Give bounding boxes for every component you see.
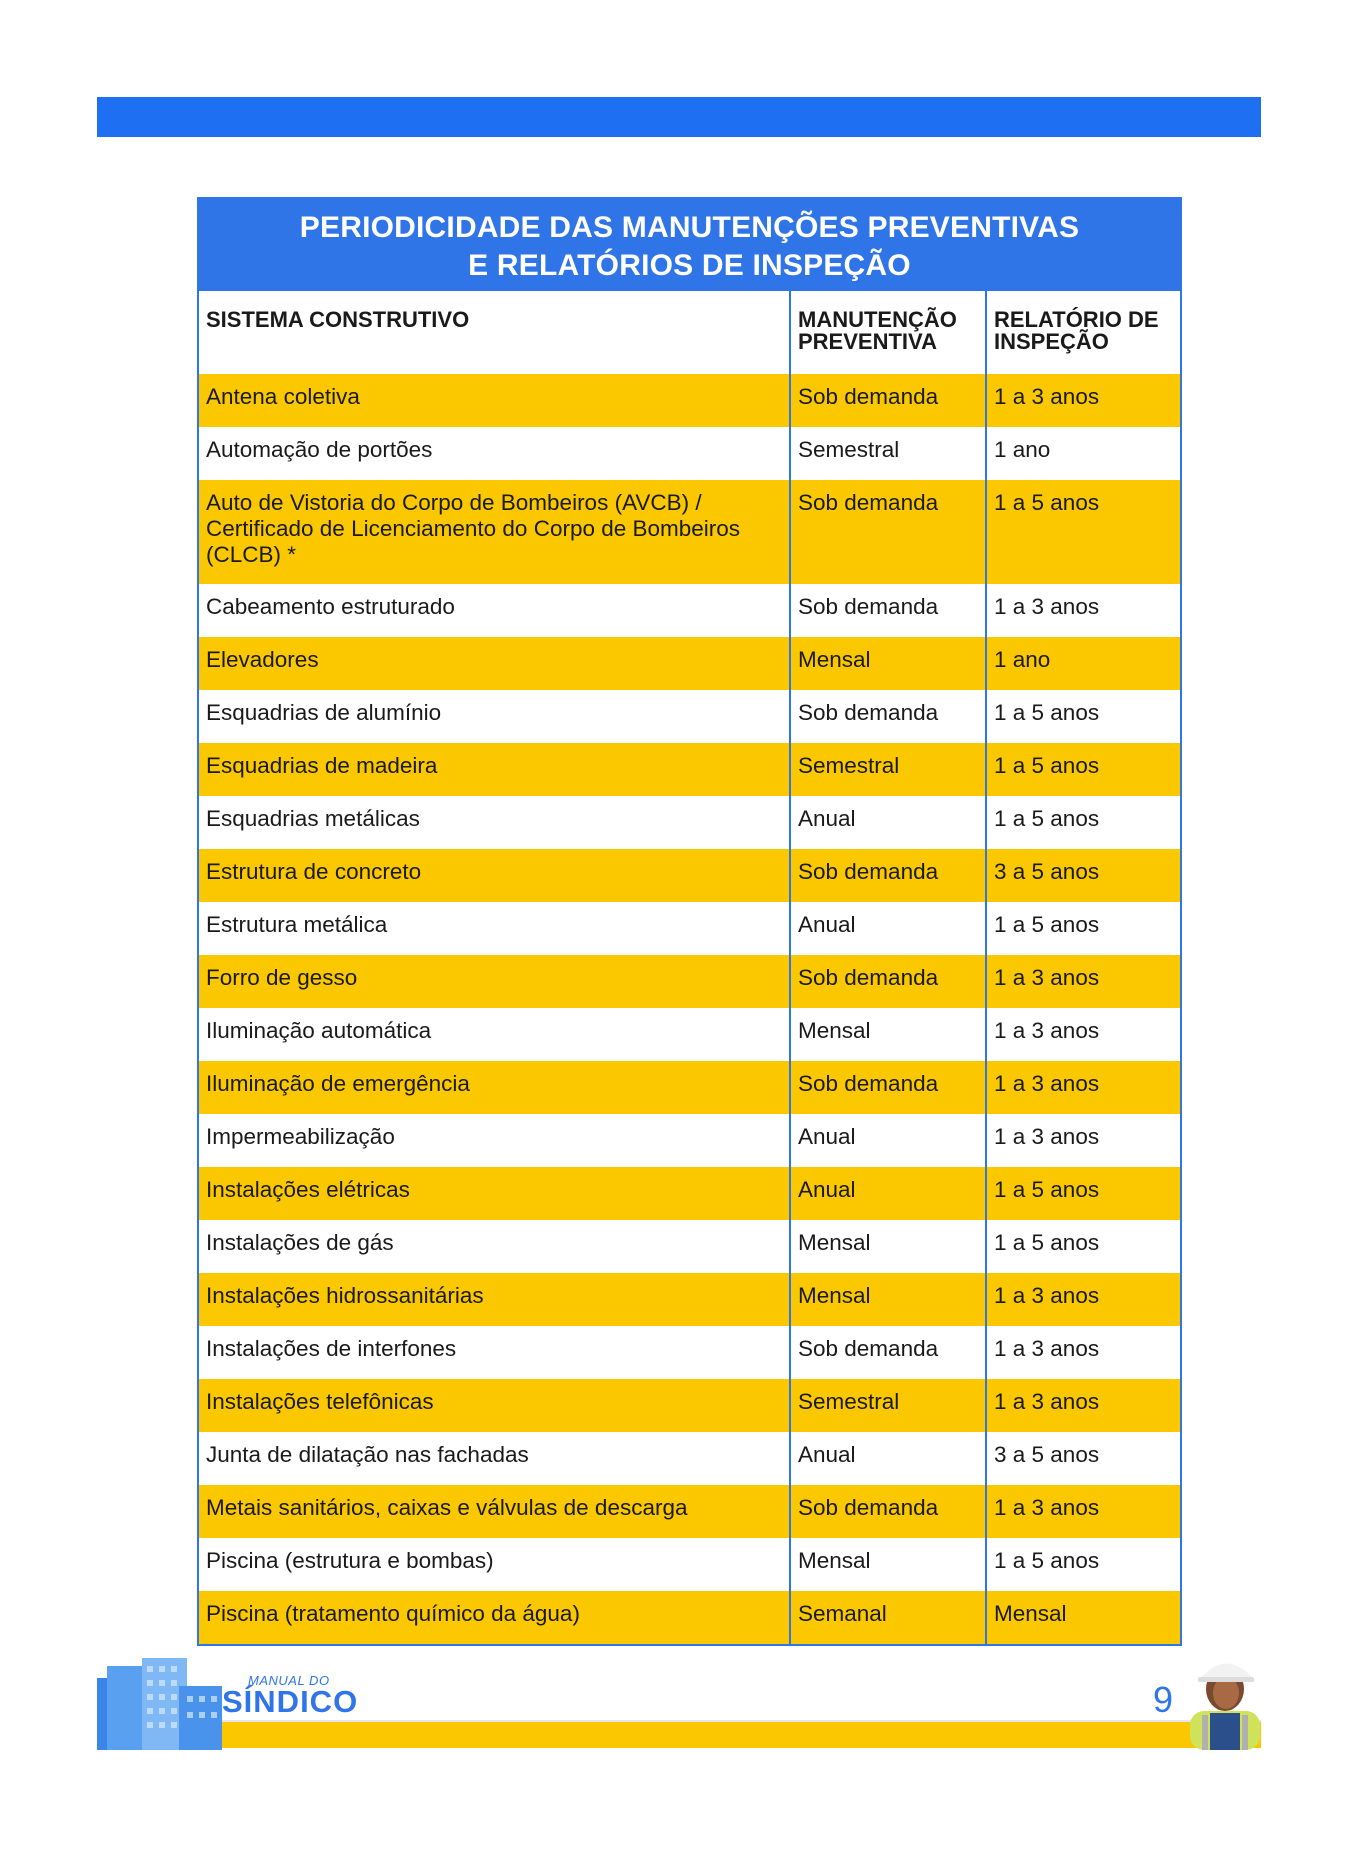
cell-relatorio: 1 a 3 anos <box>986 1008 1180 1061</box>
cell-sistema: Metais sanitários, caixas e válvulas de descarga <box>199 1485 790 1538</box>
cell-manutencao: Sob demanda <box>790 955 986 1008</box>
table-row <box>199 849 1180 902</box>
cell-manutencao: Mensal <box>790 637 986 690</box>
cell-relatorio: 1 a 5 anos <box>986 796 1180 849</box>
table-row <box>199 955 1180 1008</box>
table-row <box>199 902 1180 955</box>
cell-sistema: Instalações de gás <box>199 1220 790 1273</box>
header-manutencao: MANUTENÇÃO PREVENTIVA <box>790 291 986 374</box>
cell-sistema: Antena coletiva <box>199 374 790 427</box>
cell-manutencao: Sob demanda <box>790 480 986 584</box>
cell-sistema: Estrutura metálica <box>199 902 790 955</box>
table-row <box>199 1167 1180 1220</box>
table-row <box>199 1432 1180 1485</box>
cell-relatorio: 1 a 5 anos <box>986 1167 1180 1220</box>
cell-relatorio: Mensal <box>986 1591 1180 1644</box>
cell-relatorio: 1 a 5 anos <box>986 902 1180 955</box>
cell-sistema: Instalações hidrossanitárias <box>199 1273 790 1326</box>
table-grid <box>199 291 1180 1644</box>
footer-stripe <box>215 1722 1261 1748</box>
table-row <box>199 1220 1180 1273</box>
cell-manutencao: Sob demanda <box>790 1326 986 1379</box>
cell-manutencao: Sob demanda <box>790 374 986 427</box>
table-title-line-2: E RELATÓRIOS DE INSPEÇÃO <box>468 249 911 282</box>
table-row <box>199 1326 1180 1379</box>
cell-manutencao: Semestral <box>790 427 986 480</box>
table-row <box>199 374 1180 427</box>
table-row <box>199 1061 1180 1114</box>
building-illustration <box>97 1658 222 1750</box>
cell-manutencao: Semanal <box>790 1591 986 1644</box>
cell-sistema: Piscina (estrutura e bombas) <box>199 1538 790 1591</box>
cell-manutencao: Sob demanda <box>790 584 986 637</box>
table-title <box>199 199 1180 291</box>
table-row <box>199 1591 1180 1644</box>
cell-relatorio: 1 a 5 anos <box>986 480 1180 584</box>
cell-relatorio: 3 a 5 anos <box>986 849 1180 902</box>
cell-relatorio: 1 a 3 anos <box>986 1379 1180 1432</box>
logo-subtitle: MANUAL DO <box>248 1673 330 1688</box>
maintenance-table <box>197 197 1182 1646</box>
cell-manutencao: Semestral <box>790 743 986 796</box>
table-row <box>199 690 1180 743</box>
cell-manutencao: Anual <box>790 1114 986 1167</box>
cell-sistema: Instalações elétricas <box>199 1167 790 1220</box>
table-row <box>199 796 1180 849</box>
cell-manutencao: Sob demanda <box>790 690 986 743</box>
cell-relatorio: 1 a 3 anos <box>986 1061 1180 1114</box>
cell-manutencao: Semestral <box>790 1379 986 1432</box>
cell-sistema: Estrutura de concreto <box>199 849 790 902</box>
cell-relatorio: 3 a 5 anos <box>986 1432 1180 1485</box>
cell-sistema: Esquadrias de alumínio <box>199 690 790 743</box>
table-row <box>199 427 1180 480</box>
table-row <box>199 1114 1180 1167</box>
cell-relatorio: 1 ano <box>986 427 1180 480</box>
cell-manutencao: Mensal <box>790 1273 986 1326</box>
cell-relatorio: 1 a 3 anos <box>986 955 1180 1008</box>
cell-relatorio: 1 a 5 anos <box>986 690 1180 743</box>
header-bar <box>97 97 1261 137</box>
cell-sistema: Instalações de interfones <box>199 1326 790 1379</box>
cell-manutencao: Sob demanda <box>790 1061 986 1114</box>
header-sistema: SISTEMA CONSTRUTIVO <box>199 291 790 374</box>
cell-relatorio: 1 a 3 anos <box>986 1485 1180 1538</box>
cell-sistema: Iluminação de emergência <box>199 1061 790 1114</box>
cell-relatorio: 1 a 3 anos <box>986 1114 1180 1167</box>
cell-sistema: Auto de Vistoria do Corpo de Bombeiros (AVCB) / Certificado de Licenciamento do Corpo de Bombeiros (CLCB) * <box>199 480 790 584</box>
cell-sistema: Piscina (tratamento químico da água) <box>199 1591 790 1644</box>
table-row <box>199 1379 1180 1432</box>
cell-relatorio: 1 a 5 anos <box>986 1538 1180 1591</box>
worker-illustration <box>1180 1651 1270 1750</box>
cell-relatorio: 1 a 3 anos <box>986 374 1180 427</box>
cell-relatorio: 1 a 3 anos <box>986 584 1180 637</box>
cell-sistema: Forro de gesso <box>199 955 790 1008</box>
table-header-row <box>199 291 1180 374</box>
table-row <box>199 1538 1180 1591</box>
cell-sistema: Junta de dilatação nas fachadas <box>199 1432 790 1485</box>
cell-relatorio: 1 a 3 anos <box>986 1273 1180 1326</box>
cell-sistema: Esquadrias metálicas <box>199 796 790 849</box>
cell-relatorio: 1 a 5 anos <box>986 743 1180 796</box>
cell-sistema: Cabeamento estruturado <box>199 584 790 637</box>
page-number: 9 <box>1153 1679 1174 1720</box>
cell-sistema: Iluminação automática <box>199 1008 790 1061</box>
cell-manutencao: Anual <box>790 796 986 849</box>
cell-manutencao: Mensal <box>790 1538 986 1591</box>
logo-title: SÍNDICO <box>222 1684 359 1719</box>
cell-sistema: Elevadores <box>199 637 790 690</box>
cell-sistema: Esquadrias de madeira <box>199 743 790 796</box>
header-relatorio: RELATÓRIO DE INSPEÇÃO <box>986 291 1180 374</box>
cell-relatorio: 1 a 5 anos <box>986 1220 1180 1273</box>
cell-manutencao: Mensal <box>790 1008 986 1061</box>
table-row <box>199 743 1180 796</box>
table-title-line-1: PERIODICIDADE DAS MANUTENÇÕES PREVENTIVAS <box>299 211 1080 244</box>
cell-manutencao: Sob demanda <box>790 849 986 902</box>
cell-manutencao: Mensal <box>790 1220 986 1273</box>
cell-manutencao: Anual <box>790 902 986 955</box>
cell-manutencao: Sob demanda <box>790 1485 986 1538</box>
cell-manutencao: Anual <box>790 1167 986 1220</box>
table-row <box>199 480 1180 584</box>
cell-relatorio: 1 a 3 anos <box>986 1326 1180 1379</box>
table-row <box>199 1008 1180 1061</box>
table-row <box>199 1485 1180 1538</box>
cell-sistema: Automação de portões <box>199 427 790 480</box>
cell-relatorio: 1 ano <box>986 637 1180 690</box>
table-row <box>199 584 1180 637</box>
cell-sistema: Impermeabilização <box>199 1114 790 1167</box>
cell-sistema: Instalações telefônicas <box>199 1379 790 1432</box>
table-row <box>199 637 1180 690</box>
cell-manutencao: Anual <box>790 1432 986 1485</box>
table-row <box>199 1273 1180 1326</box>
